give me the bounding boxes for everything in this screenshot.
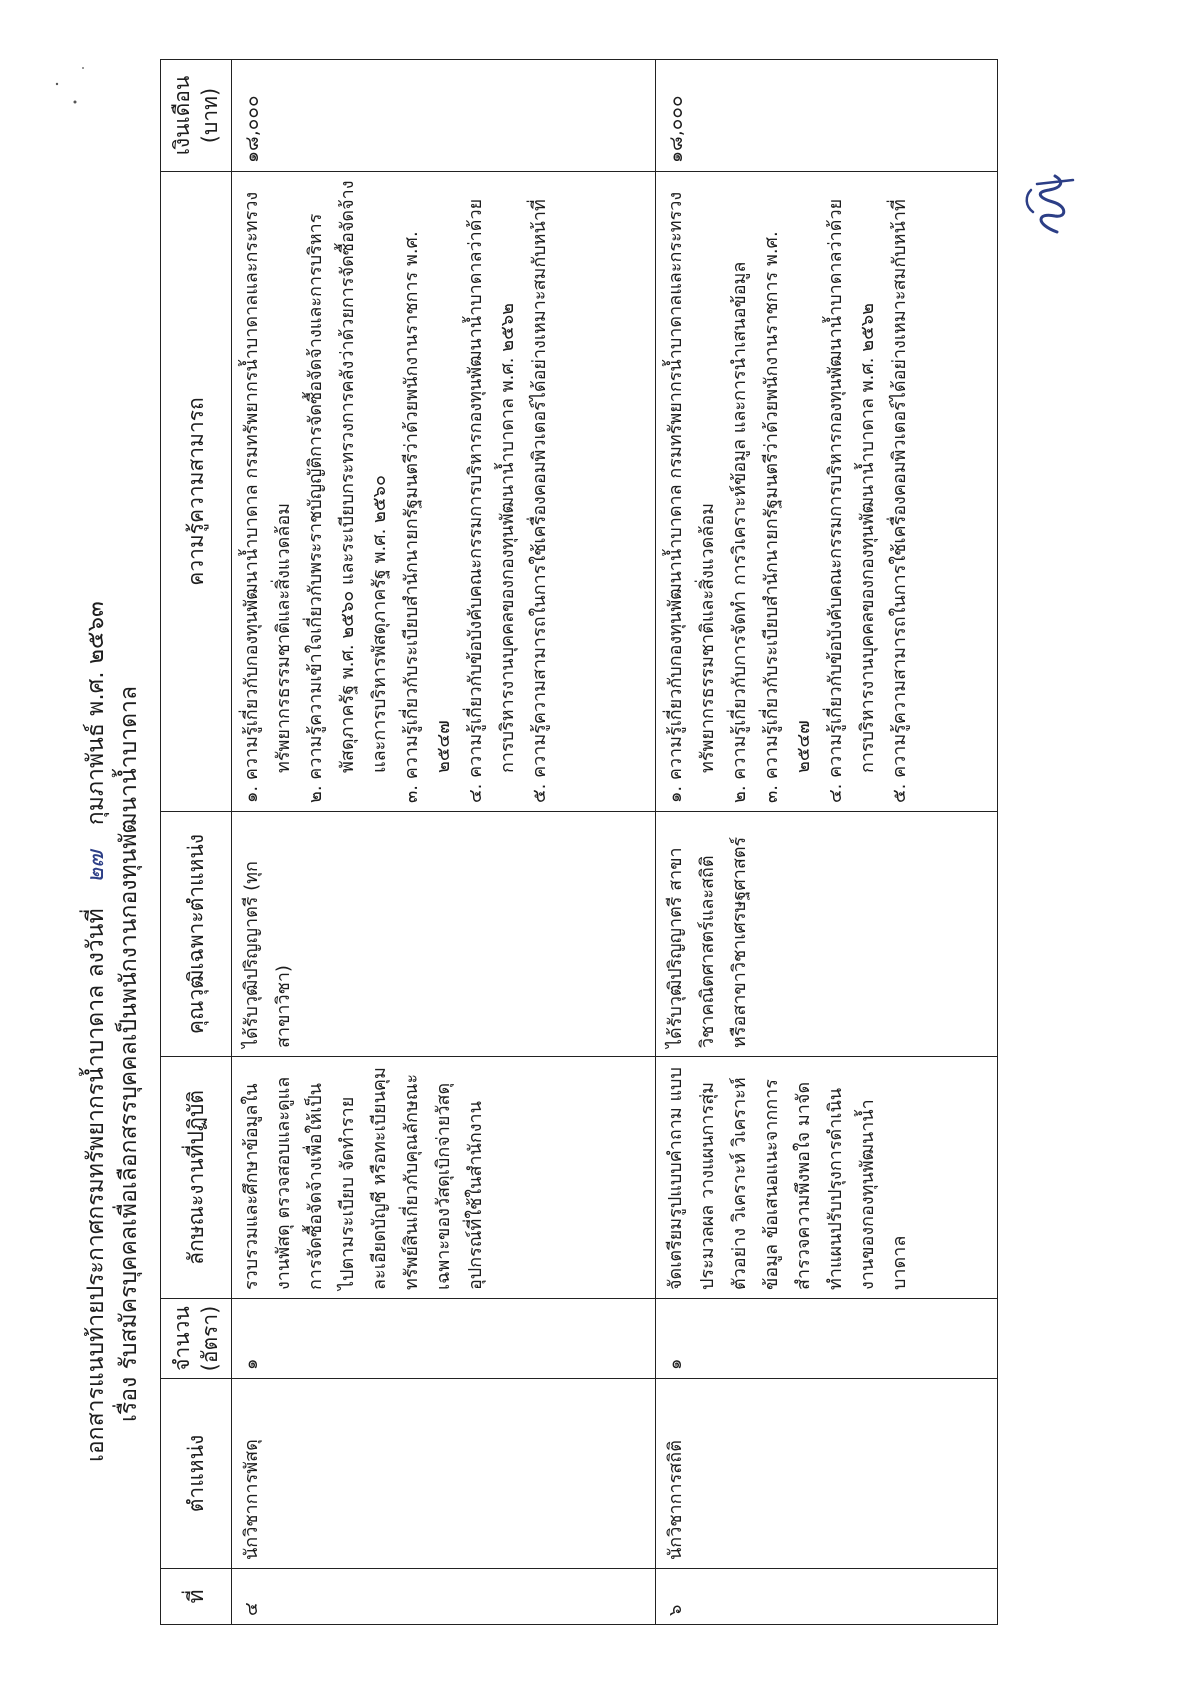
signature-stroke — [1037, 180, 1073, 184]
table-row — [232, 60, 656, 1625]
knowledge-item: ๔. ความรู้เกี่ยวกับข้อบังคับคณะกรรมการบริหารกองทุนพัฒนาน้ำบาดาลว่าด้วยการบริหารงานบุคคลของกองทุนพัฒนาน้ำบาดาล พ.ศ. ๒๕๖๒ — [825, 198, 879, 803]
col-header-qualifications: คุณวุฒิเฉพาะตำแหน่ง — [161, 812, 232, 1057]
heading-prefix: เอกสารแนบท้ายประกาศกรมทรัพยากรน้ำบาดาล ลงวันที่ — [83, 908, 109, 1462]
col-header-no: ที่ — [161, 1569, 232, 1625]
knowledge-list — [232, 172, 656, 812]
col-header-count: จำนวน (อัตรา) — [161, 1299, 232, 1379]
signature-stroke — [1027, 190, 1033, 212]
knowledge-item: ๔. ความรู้เกี่ยวกับข้อบังคับคณะกรรมการบริหารกองทุนพัฒนาน้ำบาดาลว่าด้วยการบริหารงานบุคคลของกองทุนพัฒนาน้ำบาดาล พ.ศ. ๒๕๖๒ — [465, 198, 518, 803]
knowledge-item: ๒. ความรู้ความเข้าใจเกี่ยวกับพระราชบัญญัติการจัดซื้อจัดจ้างและการบริหารพัสดุภาครัฐ พ.ศ. ๒๕๖๐ และระเบียบกระทรวงการคลังว่าด้วยการจัดซื้อจัดจ้างและการบริหารพัสดุภาครัฐ พ.ศ. ๒๕๖๐ — [305, 180, 390, 803]
heading-date-suffix: กุมภาพันธ์ พ.ศ. ๒๕๖๓ — [83, 601, 109, 826]
position-count: ๑ — [232, 1299, 656, 1379]
qualifications: ได้รับวุฒิปริญญาตรี สาขาวิชาคณิตศาสตร์และสถิติ หรือสาขาวิชาเศรษฐศาสตร์ — [656, 812, 998, 1057]
knowledge-list — [656, 172, 998, 812]
knowledge-item: ๑. ความรู้เกี่ยวกับกองทุนพัฒนาน้ำบาดาล กรมทรัพยากรน้ำบาดาลและกระทรวงทรัพยากรธรรมชาติและสิ่งแวดล้อม — [665, 191, 719, 803]
job-duties: จัดเตรียมรูปแบบคำถาม แบบประมวลผล วางแผนการสุ่มตัวอย่าง วิเคราะห์ วิเคราะห์ข้อมูล ข้อเสนอแนะจากการสำรวจความพึงพอใจ มาจัดทำแผนปรับปรุงการดำเนินงานของกองทุนพัฒนาน้ำบาดาล — [656, 1057, 998, 1299]
knowledge-item: ๓. ความรู้เกี่ยวกับระเบียบสำนักนายกรัฐมนตรีว่าด้วยพนักงานราชการ พ.ศ. ๒๕๔๗ — [761, 231, 815, 803]
heading-line-1 — [80, 42, 113, 1462]
heading-line-2: เรื่อง รับสมัครบุคคลเพื่อเลือกสรรบุคคลเป็นพนักงานกองทุนพัฒนาน้ำบาดาล — [116, 685, 142, 1422]
knowledge-item: ๕. ความรู้ความสามารถในการใช้เครื่องคอมพิวเตอร์ได้อย่างเหมาะสมกับหน้าที่ — [889, 199, 911, 803]
col-header-duties: ลักษณะงานที่ปฏิบัติ — [161, 1057, 232, 1299]
salary: ๑๘,๐๐๐ — [656, 60, 998, 172]
col-header-salary: เงินเดือน (บาท) — [161, 60, 232, 172]
col-header-position: ตำแหน่ง — [161, 1379, 232, 1569]
speck — [82, 67, 84, 69]
qualifications: ได้รับวุฒิปริญญาตรี (ทุกสาขาวิชา) — [232, 812, 656, 1057]
salary: ๑๘,๐๐๐ — [232, 60, 656, 172]
scan-specks — [35, 52, 95, 112]
knowledge-item: ๒. ความรู้เกี่ยวกับการจัดทำ การวิเคราะห์ข้อมูล และการนำเสนอข้อมูล — [729, 261, 751, 803]
speck — [56, 83, 58, 85]
table-header-row — [161, 60, 232, 1625]
position-title: นักวิชาการพัสดุ — [232, 1379, 656, 1569]
speck — [74, 101, 77, 104]
row-number: ๔ — [232, 1569, 656, 1625]
job-duties: รวบรวมและศึกษาข้อมูลในงานพัสดุ ตรวจสอบและดูแลการจัดซื้อจัดจ้างเพื่อให้เป็นไปตามระเบียบ จัดทำรายละเอียดบัญชี หรือทะเบียนคุมทรัพย์สินเกี่ยวกับคุณลักษณะเฉพาะของวัสดุเบิกจ่ายวัสดุ อุปกรณ์ที่ใช้ในสำนักงาน — [232, 1057, 656, 1299]
knowledge-item: ๑. ความรู้เกี่ยวกับกองทุนพัฒนาน้ำบาดาล กรมทรัพยากรน้ำบาดาลและกระทรวงทรัพยากรธรรมชาติและสิ่งแวดล้อม — [241, 191, 294, 803]
col-header-knowledge: ความรู้ความสามารถ — [161, 172, 232, 812]
table-row — [656, 60, 998, 1625]
positions-table — [160, 59, 998, 1625]
knowledge-item: ๓. ความรู้เกี่ยวกับระเบียบสำนักนายกรัฐมนตรีว่าด้วยพนักงานราชการ พ.ศ. ๒๕๔๗ — [401, 231, 454, 803]
position-count: ๑ — [656, 1299, 998, 1379]
document-heading — [80, 42, 146, 1462]
signature-mark — [1015, 162, 1085, 242]
position-title: นักวิชาการสถิติ — [656, 1379, 998, 1569]
row-number: ๖ — [656, 1569, 998, 1625]
handwritten-date-day: ๒๗ — [83, 850, 109, 883]
knowledge-item: ๕. ความรู้ความสามารถในการใช้เครื่องคอมพิวเตอร์ได้อย่างเหมาะสมกับหน้าที่ — [529, 199, 550, 803]
